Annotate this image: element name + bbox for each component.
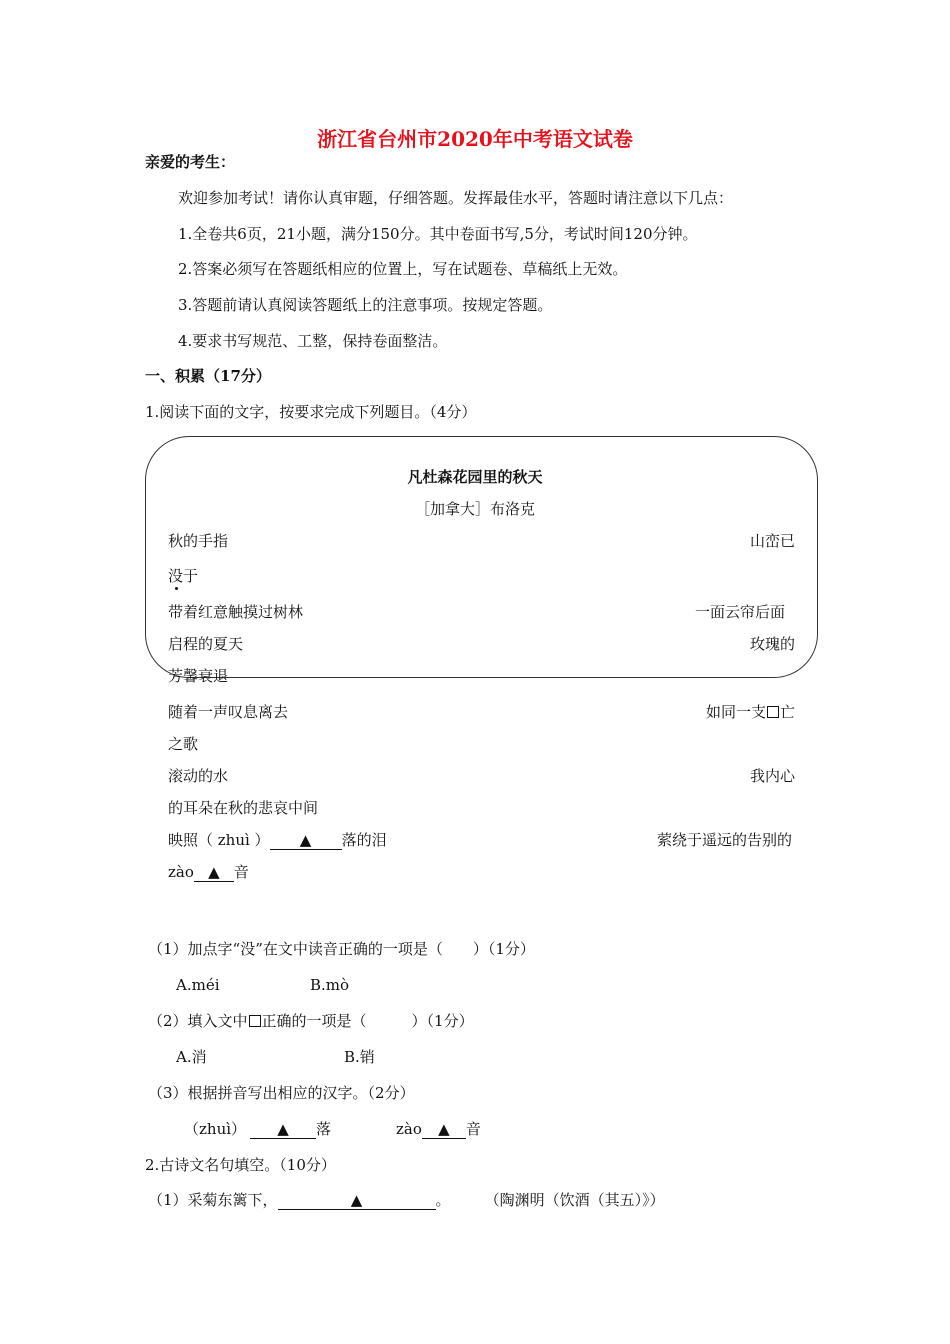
blank-box-icon — [767, 706, 779, 718]
intro-text: 欢迎参加考试！请你认真审题，仔细答题。发挥最佳水平，答题时请注意以下几点： — [178, 189, 734, 207]
option-a[interactable]: A.消 — [176, 1048, 207, 1066]
subquestion-1: （1）加点字“没”在文中读音正确的一项是（ ）（1分） — [148, 940, 535, 958]
poem-line: zào ▲ 音 — [168, 863, 249, 881]
answer-blank[interactable]: ▲ — [422, 1120, 466, 1139]
answer-blank[interactable]: ▲ — [194, 863, 234, 882]
dotted-character: 没 — [168, 567, 184, 585]
note-3: 3.答题前请认真阅读答题纸上的注意事项。按规定答题。 — [178, 296, 553, 314]
poem-line: 芳馨衰退 — [168, 667, 229, 685]
poem-line: 映照（ zhuì ） ▲ 落的泪 — [168, 831, 387, 849]
poem-line: 滚动的水 — [168, 767, 229, 785]
blank-box-icon — [249, 1015, 261, 1027]
poem-line: 一面云帘后面 — [694, 603, 785, 621]
answer-blank[interactable]: ▲ — [278, 1191, 436, 1210]
answer-line: （zhuì） ▲ 落 — [184, 1120, 332, 1138]
option-b[interactable]: B.mò — [310, 976, 350, 994]
option-b[interactable]: B.销 — [344, 1048, 375, 1066]
poem-line: 萦绕于遥远的告别的 — [656, 831, 792, 849]
answer-blank[interactable]: ▲ — [270, 831, 342, 850]
section-heading: 一、积累（17分） — [145, 367, 271, 385]
note-4: 4.要求书写规范、工整，保持卷面整洁。 — [178, 332, 448, 350]
poem-line: 山峦已 — [749, 532, 795, 550]
poem-line: 启程的夏天 — [168, 635, 244, 653]
note-2: 2.答案必须写在答题纸相应的位置上，写在试题卷、草稿纸上无效。 — [178, 260, 628, 278]
answer-line: zào ▲ 音 — [396, 1120, 481, 1138]
greeting: 亲爱的考生： — [145, 153, 236, 171]
poem-line: 我内心 — [749, 767, 795, 785]
subquestion-3: （3）根据拼音写出相应的汉字。（2分） — [148, 1084, 415, 1102]
poem-line: 带着红意触摸过树林 — [168, 603, 304, 621]
question-2-stem: 2.古诗文名句填空。（10分） — [145, 1156, 336, 1174]
poem-line: 玫瑰的 — [749, 635, 795, 653]
poem-line: 如同一支 亡 — [705, 703, 795, 721]
poem-line: 随着一声叹息离去 — [168, 703, 289, 721]
page-title: 浙江省台州市2020年中考语文试卷 — [317, 127, 633, 151]
question-1-stem: 1.阅读下面的文字，按要求完成下列题目。（4分） — [145, 403, 477, 421]
subquestion-fill: （1）采菊东篱下， ▲ 。 （陶渊明（饮酒（其五）》） — [148, 1191, 665, 1209]
poem-title: 凡杜森花园里的秋天 — [407, 468, 543, 486]
poem-line: 的耳朵在秋的悲哀中间 — [168, 799, 319, 817]
answer-blank[interactable]: ▲ — [250, 1120, 316, 1139]
option-a[interactable]: A.méi — [176, 976, 220, 994]
poem-line: 没于 — [168, 567, 199, 585]
poem-author: ［加拿大］布洛克 — [414, 500, 535, 518]
note-1: 1.全卷共6页，21小题，满分150分。其中卷面书写,5分，考试时间120分钟。 — [178, 225, 698, 243]
subquestion-2: （2）填入文中 正确的一项是（ ）（1分） — [148, 1012, 474, 1030]
poem-line: 之歌 — [168, 735, 199, 753]
poem-line: 秋的手指 — [168, 532, 229, 550]
